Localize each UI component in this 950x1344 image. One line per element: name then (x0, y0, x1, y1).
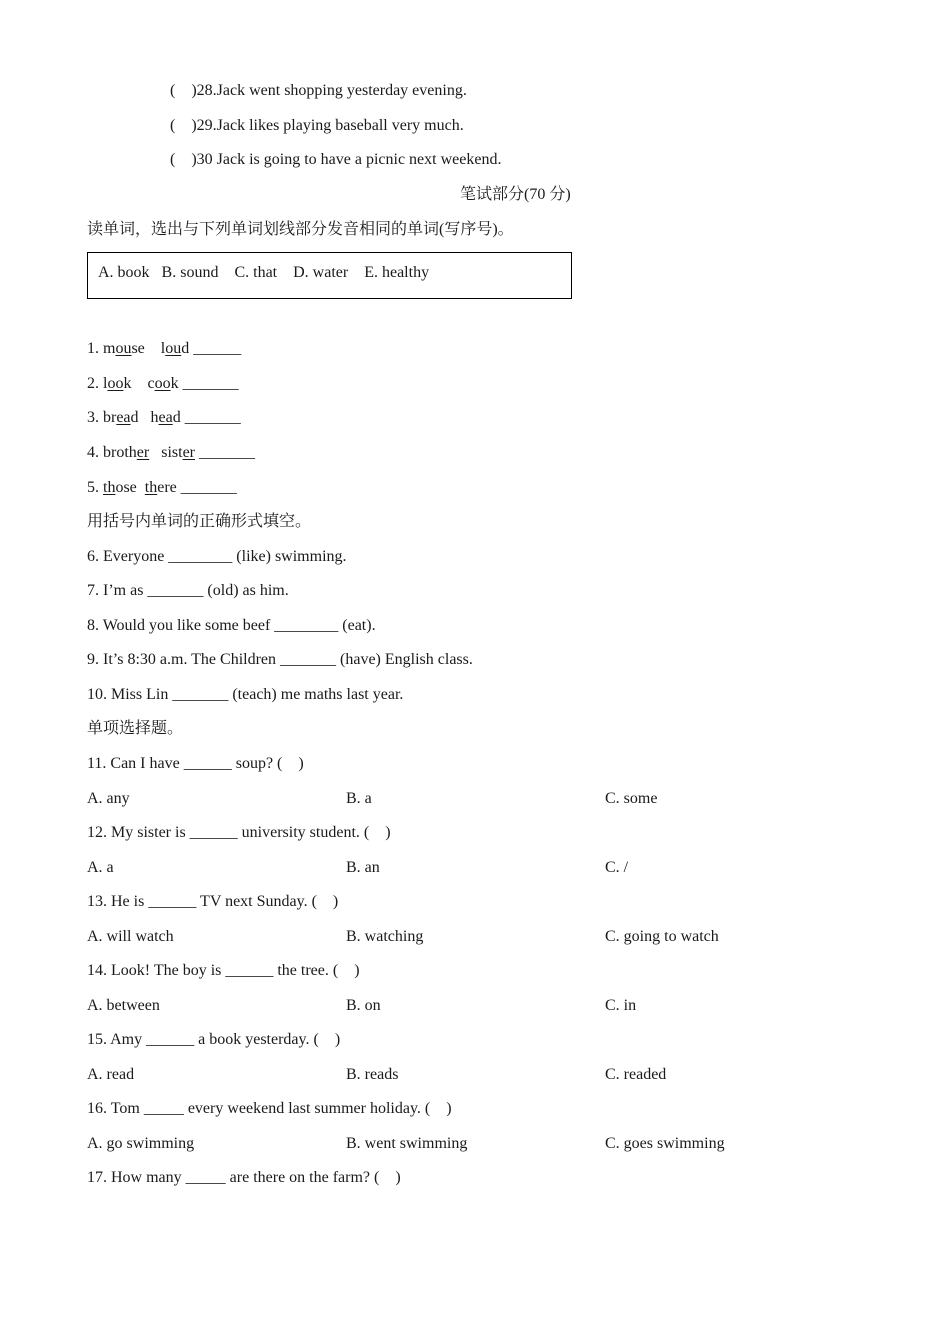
option-c[interactable]: C. goes swimming (605, 1135, 725, 1152)
option-c[interactable]: C. some (605, 790, 658, 807)
question: 12. My sister is ______ university student. ( ) (87, 824, 391, 841)
answer-blank[interactable]: _______ (176, 479, 237, 496)
phonics-instruction: 读单词，选出与下列单词划线部分发音相同的单词(写序号)。 (87, 221, 514, 238)
phonics-item: 4. brother sister _______ (87, 444, 255, 461)
options-box (87, 252, 572, 299)
answer-paren[interactable]: ( ) (170, 117, 197, 134)
fill-in-item[interactable]: 10. Miss Lin _______ (teach) me maths last year. (87, 686, 404, 703)
option-b[interactable]: B. a (346, 790, 372, 807)
answer-blank[interactable]: _______ (195, 444, 255, 461)
option-a[interactable]: A. any (87, 790, 130, 807)
option-a[interactable]: A. go swimming (87, 1135, 195, 1152)
question: 13. He is ______ TV next Sunday. ( ) (87, 893, 339, 910)
option-b[interactable]: B. on (346, 997, 381, 1014)
option-c[interactable]: C. / (605, 859, 629, 876)
question: 11. Can I have ______ soup? ( ) (87, 755, 304, 772)
fill-in-item[interactable]: 8. Would you like some beef ________ (eat). (87, 617, 376, 634)
question: 15. Amy ______ a book yesterday. ( ) (87, 1031, 341, 1048)
choice-instruction: 单项选择题。 (87, 720, 184, 737)
question: 14. Look! The boy is ______ the tree. ( ) (87, 962, 360, 979)
fill-in-item[interactable]: 7. I’m as _______ (old) as him. (87, 582, 289, 599)
judge-text: 29.Jack likes playing baseball very much. (196, 117, 464, 134)
fill-in-item[interactable]: 9. It’s 8:30 a.m. The Children _______ (have) English class. (87, 651, 473, 668)
option-a[interactable]: A. between (87, 997, 160, 1014)
option-a[interactable]: A. will watch (87, 928, 174, 945)
option-b[interactable]: B. went swimming (346, 1135, 468, 1152)
judge-item (170, 150, 501, 170)
answer-blank[interactable]: _______ (180, 409, 241, 426)
question: 17. How many _____ are there on the farm? ( ) (87, 1169, 401, 1186)
phonics-item: 1. mouse loud ______ (87, 340, 242, 357)
option-c[interactable]: C. in (605, 997, 637, 1014)
judge-text: 30 Jack is going to have a picnic next weekend. (196, 151, 502, 168)
option-c[interactable]: C. readed (605, 1066, 667, 1083)
fill-in-item[interactable]: 6. Everyone ________ (like) swimming. (87, 548, 347, 565)
section-title: 笔试部分(70 分) (460, 186, 571, 203)
question: 16. Tom _____ every weekend last summer holiday. ( ) (87, 1100, 452, 1117)
options-text: A. book B. sound C. that D. water E. healthy (98, 264, 430, 281)
option-a[interactable]: A. read (87, 1066, 135, 1083)
judge-item (170, 81, 467, 101)
option-a[interactable]: A. a (87, 859, 114, 876)
option-c[interactable]: C. going to watch (605, 928, 719, 945)
phonics-item: 5. those there _______ (87, 479, 237, 496)
answer-paren[interactable]: ( ) (170, 151, 197, 168)
option-b[interactable]: B. an (346, 859, 380, 876)
judge-text: 28.Jack went shopping yesterday evening. (196, 82, 467, 99)
option-b[interactable]: B. reads (346, 1066, 399, 1083)
answer-blank[interactable]: ______ (189, 340, 242, 357)
judge-item (170, 116, 464, 136)
option-b[interactable]: B. watching (346, 928, 424, 945)
fill-in-instruction: 用括号内单词的正确形式填空。 (87, 513, 312, 530)
answer-blank[interactable]: _______ (178, 375, 239, 392)
phonics-item: 2. look cook _______ (87, 375, 239, 392)
answer-paren[interactable]: ( ) (170, 82, 197, 99)
phonics-item: 3. bread head _______ (87, 409, 241, 426)
